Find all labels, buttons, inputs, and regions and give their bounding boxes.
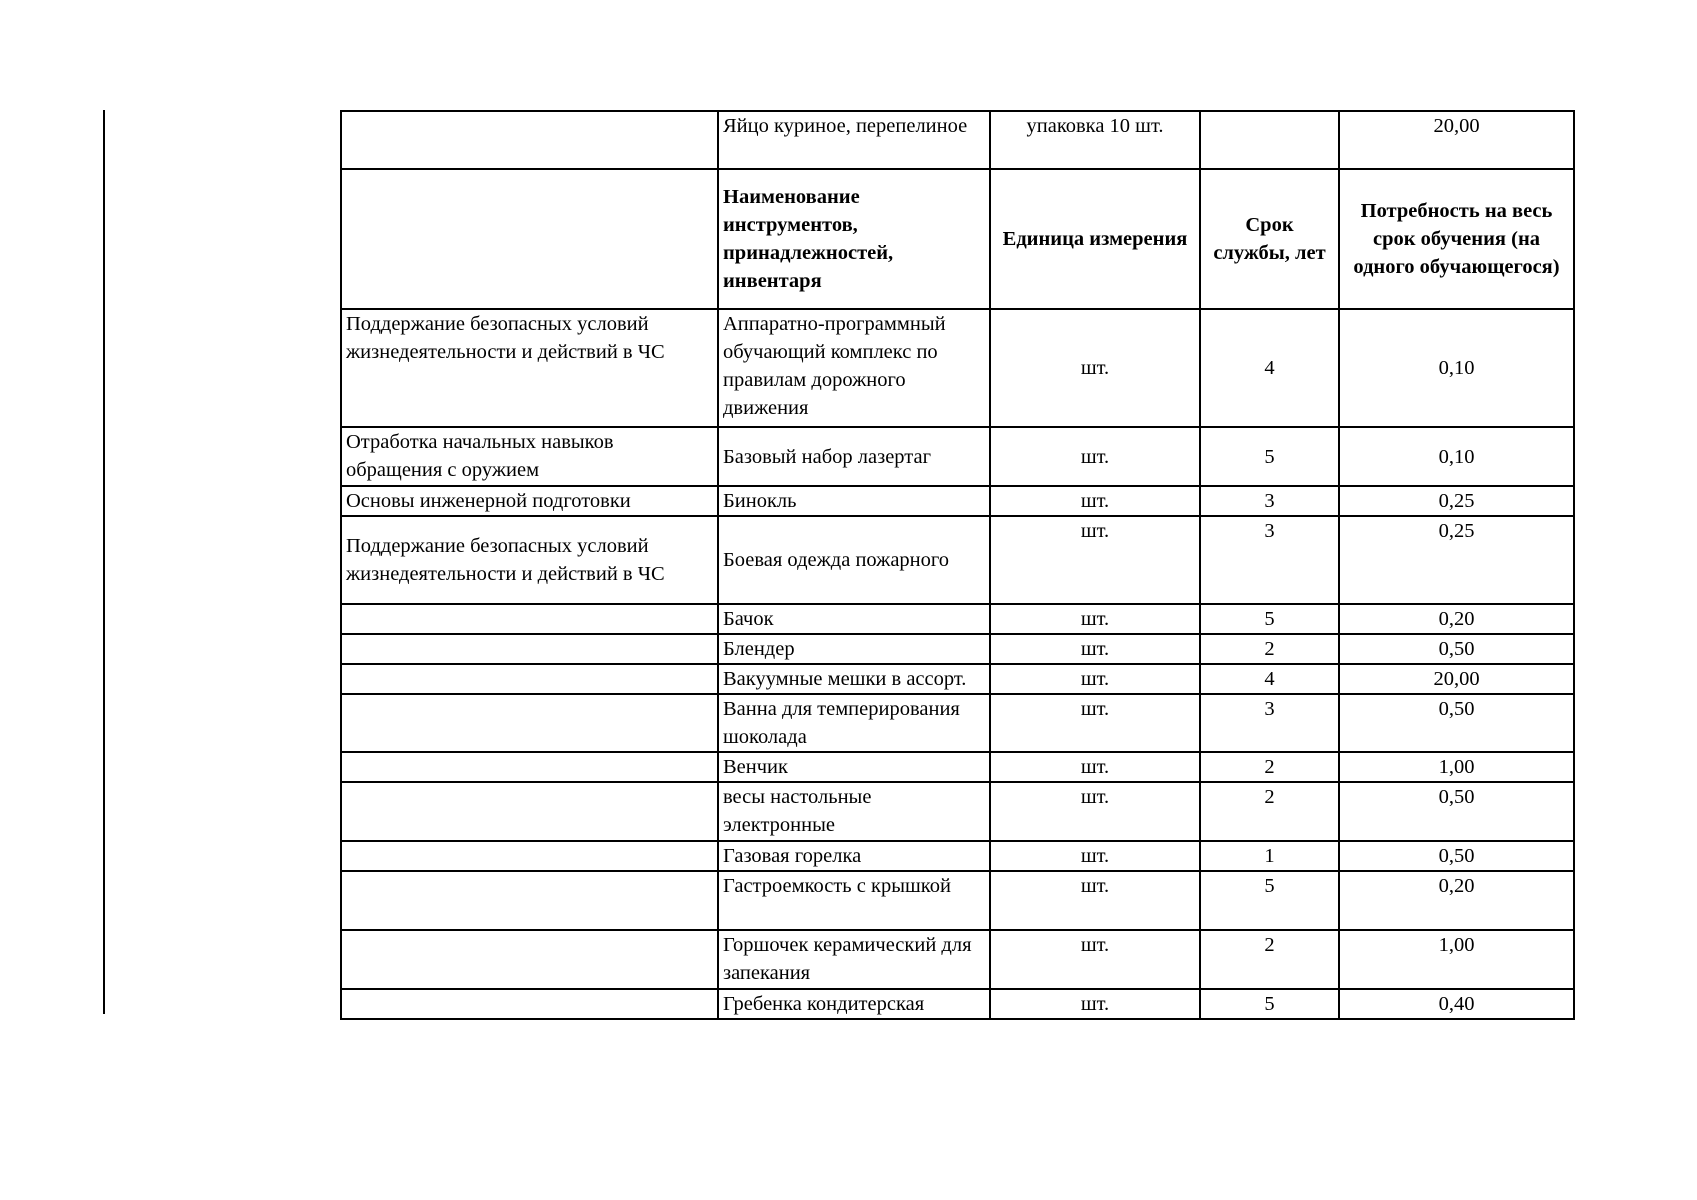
topic-cell bbox=[341, 930, 718, 989]
table-row bbox=[341, 871, 1574, 930]
topic-cell bbox=[341, 111, 718, 169]
service-life-cell: 2 bbox=[1200, 752, 1339, 782]
unit-cell: шт. bbox=[990, 930, 1200, 989]
unit-header: Единица измерения bbox=[990, 169, 1200, 309]
table-row bbox=[341, 604, 1574, 634]
topic-cell bbox=[341, 664, 718, 694]
topic-cell bbox=[341, 604, 718, 634]
service-life-header: Срок службы, лет bbox=[1200, 169, 1339, 309]
table-row bbox=[341, 111, 1574, 169]
service-life-cell: 5 bbox=[1200, 427, 1339, 486]
topic-cell bbox=[341, 752, 718, 782]
unit-cell: шт. bbox=[990, 516, 1200, 604]
requirement-cell: 0,25 bbox=[1339, 516, 1574, 604]
unit-cell: шт. bbox=[990, 871, 1200, 930]
requirement-header: Потребность на весь срок обучения (на одного обучающегося) bbox=[1339, 169, 1574, 309]
service-life-cell bbox=[1200, 111, 1339, 169]
service-life-cell: 5 bbox=[1200, 989, 1339, 1019]
requirement-cell: 0,10 bbox=[1339, 427, 1574, 486]
unit-cell: упаковка 10 шт. bbox=[990, 111, 1200, 169]
unit-cell: шт. bbox=[990, 664, 1200, 694]
topic-cell bbox=[341, 989, 718, 1019]
service-life-cell: 3 bbox=[1200, 516, 1339, 604]
requirement-cell: 20,00 bbox=[1339, 664, 1574, 694]
unit-cell: шт. bbox=[990, 989, 1200, 1019]
service-life-cell: 2 bbox=[1200, 634, 1339, 664]
topic-cell: Отработка начальных навыков обращения с оружием bbox=[341, 427, 718, 486]
topic-cell bbox=[341, 841, 718, 871]
requirement-cell: 0,50 bbox=[1339, 782, 1574, 841]
table-row bbox=[341, 427, 1574, 486]
topic-cell: Основы инженерной подготовки bbox=[341, 486, 718, 516]
equipment-table bbox=[340, 110, 1575, 1020]
unit-cell: шт. bbox=[990, 427, 1200, 486]
item-name-cell: Вакуумные мешки в ассорт. bbox=[718, 664, 990, 694]
table-row bbox=[341, 841, 1574, 871]
requirement-cell: 20,00 bbox=[1339, 111, 1574, 169]
table-row bbox=[341, 752, 1574, 782]
table-header-row bbox=[341, 169, 1574, 309]
service-life-cell: 3 bbox=[1200, 486, 1339, 516]
item-name-cell: Боевая одежда пожарного bbox=[718, 516, 990, 604]
requirement-cell: 1,00 bbox=[1339, 930, 1574, 989]
table-row bbox=[341, 309, 1574, 427]
item-name-cell: весы настольные электронные bbox=[718, 782, 990, 841]
requirement-cell: 0,40 bbox=[1339, 989, 1574, 1019]
unit-cell: шт. bbox=[990, 309, 1200, 427]
requirement-cell: 0,50 bbox=[1339, 841, 1574, 871]
service-life-cell: 5 bbox=[1200, 871, 1339, 930]
table-row bbox=[341, 782, 1574, 841]
unit-cell: шт. bbox=[990, 694, 1200, 752]
requirement-cell: 0,20 bbox=[1339, 871, 1574, 930]
table-row bbox=[341, 930, 1574, 989]
topic-cell: Поддержание безопасных условий жизнедеятельности и действий в ЧС bbox=[341, 309, 718, 427]
item-name-cell: Бачок bbox=[718, 604, 990, 634]
requirement-cell: 0,50 bbox=[1339, 694, 1574, 752]
item-name-cell: Блендер bbox=[718, 634, 990, 664]
table-row bbox=[341, 989, 1574, 1019]
unit-cell: шт. bbox=[990, 486, 1200, 516]
unit-cell: шт. bbox=[990, 841, 1200, 871]
table-row bbox=[341, 634, 1574, 664]
item-name-cell: Венчик bbox=[718, 752, 990, 782]
unit-cell: шт. bbox=[990, 634, 1200, 664]
page-margin-line bbox=[103, 110, 105, 1014]
unit-cell: шт. bbox=[990, 782, 1200, 841]
requirement-cell: 0,20 bbox=[1339, 604, 1574, 634]
topic-cell bbox=[341, 871, 718, 930]
item-name-cell: Ванна для темперирования шоколада bbox=[718, 694, 990, 752]
table-row bbox=[341, 694, 1574, 752]
item-name-cell: Бинокль bbox=[718, 486, 990, 516]
item-name-cell: Базовый набор лазертаг bbox=[718, 427, 990, 486]
topic-cell: Поддержание безопасных условий жизнедеятельности и действий в ЧС bbox=[341, 516, 718, 604]
unit-cell: шт. bbox=[990, 604, 1200, 634]
requirement-cell: 0,25 bbox=[1339, 486, 1574, 516]
service-life-cell: 5 bbox=[1200, 604, 1339, 634]
item-name-cell: Гребенка кондитерская bbox=[718, 989, 990, 1019]
item-name-cell: Гастроемкость с крышкой bbox=[718, 871, 990, 930]
item-name-cell: Горшочек керамический для запекания bbox=[718, 930, 990, 989]
service-life-cell: 3 bbox=[1200, 694, 1339, 752]
item-name-header: Наименование инструментов, принадлежностей, инвентаря bbox=[718, 169, 990, 309]
item-name-cell: Аппаратно-программный обучающий комплекс по правилам дорожного движения bbox=[718, 309, 990, 427]
table-row bbox=[341, 664, 1574, 694]
item-name-cell: Газовая горелка bbox=[718, 841, 990, 871]
table-row bbox=[341, 486, 1574, 516]
requirement-cell: 0,50 bbox=[1339, 634, 1574, 664]
topic-cell bbox=[341, 694, 718, 752]
service-life-cell: 1 bbox=[1200, 841, 1339, 871]
item-name-cell: Яйцо куриное, перепелиное bbox=[718, 111, 990, 169]
requirement-cell: 1,00 bbox=[1339, 752, 1574, 782]
service-life-cell: 4 bbox=[1200, 664, 1339, 694]
table-row bbox=[341, 516, 1574, 604]
topic-cell bbox=[341, 634, 718, 664]
service-life-cell: 2 bbox=[1200, 782, 1339, 841]
requirement-cell: 0,10 bbox=[1339, 309, 1574, 427]
service-life-cell: 4 bbox=[1200, 309, 1339, 427]
topic-header bbox=[341, 169, 718, 309]
unit-cell: шт. bbox=[990, 752, 1200, 782]
service-life-cell: 2 bbox=[1200, 930, 1339, 989]
topic-cell bbox=[341, 782, 718, 841]
